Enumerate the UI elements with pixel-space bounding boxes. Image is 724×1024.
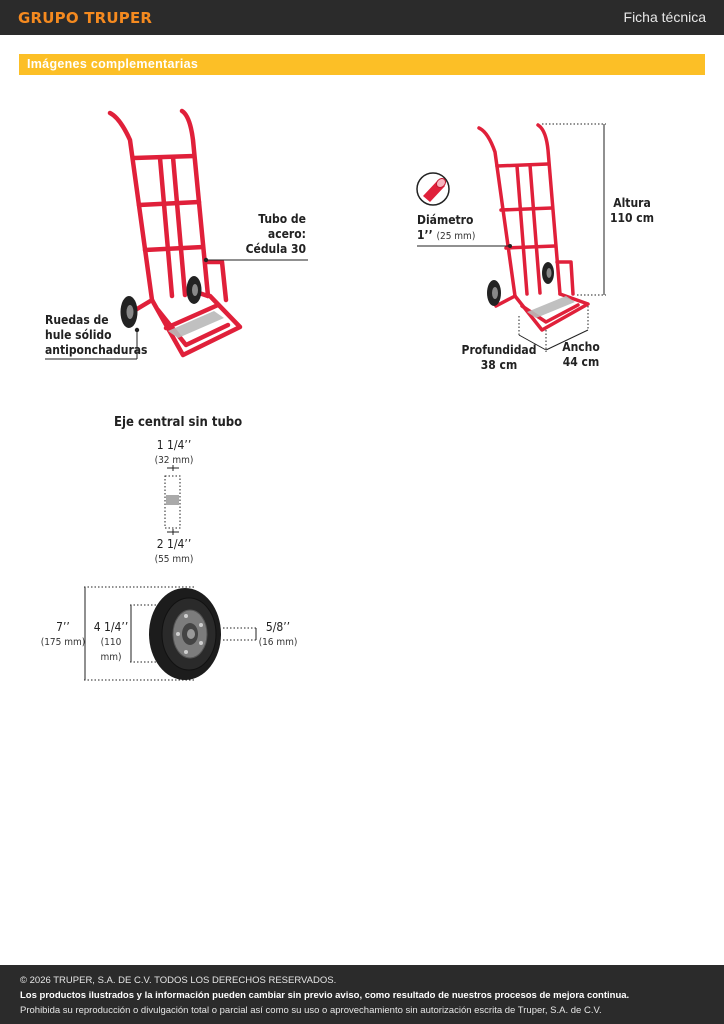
wheel-inner-value: 4 1/4’’ <box>93 620 129 634</box>
tube-label-line-2: acero: <box>267 227 306 241</box>
wheel-outer-dimension <box>40 620 86 650</box>
footer-copyright: © 2026 TRUPER, S.A. DE C.V. TODOS LOS DERECHOS RESERVADOS. <box>20 975 337 986</box>
axle-bottom-value: 2 1/4’’ <box>156 537 192 551</box>
tube-label-line-1: Tubo de <box>258 212 306 226</box>
depth-value: 38 cm <box>480 358 518 372</box>
footer <box>0 965 724 1024</box>
document-type: Ficha técnica <box>623 9 706 25</box>
wheels-label-line-1: Ruedas de <box>45 313 109 327</box>
wheel-bore-value: 5/8’’ <box>265 620 291 634</box>
wheel-bore-dimension <box>258 620 298 650</box>
axle-top-value: 1 1/4’’ <box>156 438 192 452</box>
axle-title: Eje central sin tubo <box>114 415 243 430</box>
width-title: Ancho <box>562 340 600 354</box>
footer-notice: Los productos ilustrados y la información pueden cambiar sin previo aviso, como resultado de nuestros procesos de mejora continua. <box>20 990 630 1001</box>
wheel-bore-metric: (16 mm) <box>258 637 298 648</box>
brand-logo: GRUPO TRUPER <box>18 9 153 27</box>
axle-bottom-metric: (55 mm) <box>154 554 194 565</box>
wheels-label-line-3: antiponchaduras <box>45 343 148 357</box>
diameter-metric: (25 mm) <box>436 231 476 242</box>
wheel-outer-metric: (175 mm) <box>40 637 86 648</box>
diameter-value: 1’’ <box>417 228 433 242</box>
axle-top-metric: (32 mm) <box>154 455 194 466</box>
depth-title: Profundidad <box>461 343 537 357</box>
tube-label-line-3: Cédula 30 <box>245 242 306 256</box>
height-title: Altura <box>613 196 651 210</box>
footer-prohibition: Prohibida su reproducción o divulgación total o parcial así como su uso o aprovechamiento sin autorización escrita de Truper, S.A. de C.V. <box>20 1005 602 1016</box>
wheel-inner-metric: (110 mm) <box>100 637 122 663</box>
diameter-title: Diámetro <box>417 213 474 227</box>
width-value: 44 cm <box>562 355 600 369</box>
height-value: 110 cm <box>610 211 654 225</box>
section-title: Imágenes complementarias <box>27 57 199 71</box>
wheels-label-line-2: hule sólido <box>45 328 112 342</box>
wheel-outer-value: 7’’ <box>56 620 70 634</box>
wheel-inner-dimension <box>89 620 133 665</box>
